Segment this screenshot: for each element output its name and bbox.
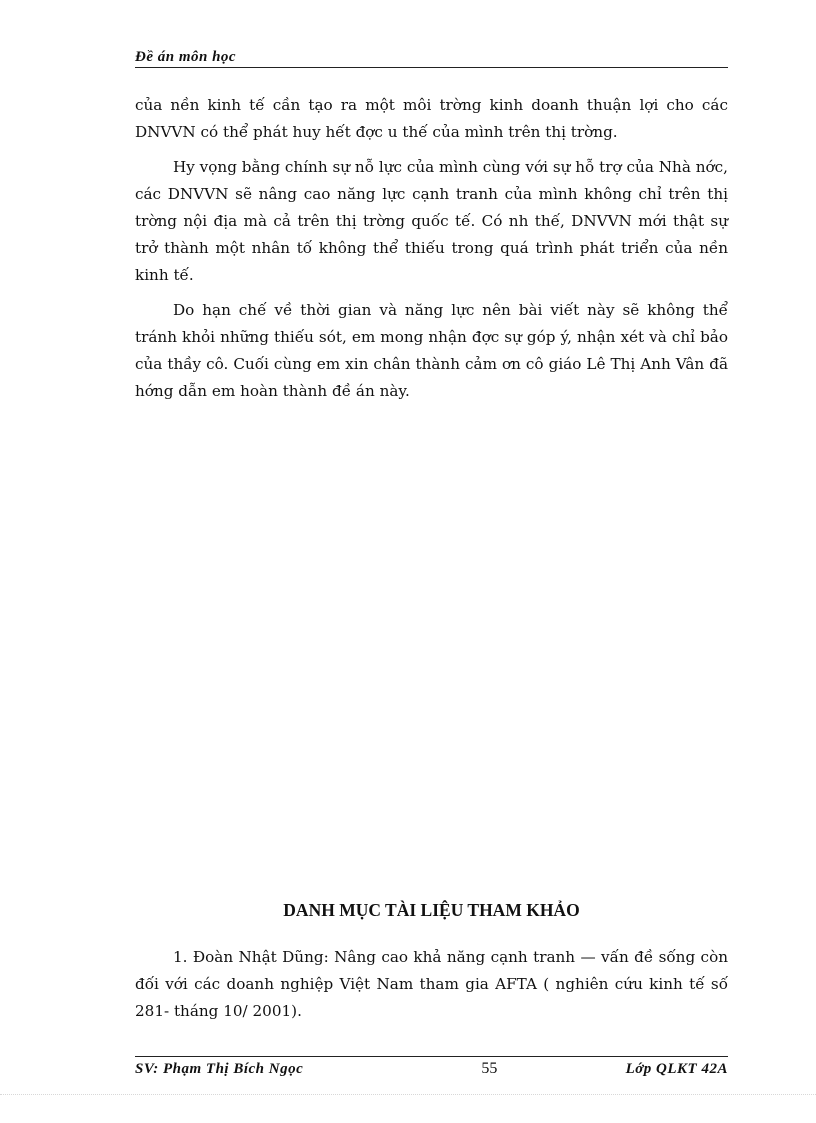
page-number: 55 bbox=[481, 1060, 498, 1077]
page-footer bbox=[135, 1056, 728, 1078]
footer-class: Lớp QLKT 42A bbox=[625, 1061, 728, 1077]
header-title: Đề án môn học bbox=[135, 49, 237, 65]
body-paragraph: Do hạn chế về thời gian và năng lực nên bài viết này sẽ không thể tránh khỏi những thiếu sót, em mong nhận đợc sự góp ý, nhận xét và chỉ bảo của thầy cô. Cuối cùng em xin chân thành cảm ơn cô giáo Lê Thị Anh Vân đã hớng dẫn em hoàn thành đề án này. bbox=[135, 301, 728, 400]
body-paragraph: của nền kinh tế cần tạo ra một môi trờng kinh doanh thuận lợi cho các DNVVN có thể phát huy hết đợc u thế của mình trên thị trờng. bbox=[135, 96, 728, 141]
page-bottom-divider bbox=[0, 1094, 816, 1095]
reference-item: 1. Đoàn Nhật Dũng: Nâng cao khả năng cạnh tranh — vấn đề sống còn đối với các doanh nghiệp Việt Nam tham gia AFTA ( nghiên cứu kinh tế số 281- tháng 10/ 2001). bbox=[135, 948, 728, 1020]
page-header bbox=[135, 46, 728, 68]
body-paragraph: Hy vọng bằng chính sự nỗ lực của mình cùng với sự hỗ trợ của Nhà nớc, các DNVVN sẽ nâng cao năng lực cạnh tranh của mình không chỉ trên thị trờng nội địa mà cả trên thị trờng quốc tế. Có nh thế, DNVVN mới thật sự trở thành một nhân tố không thể thiếu trong quá trình phát triển của nền kinh tế. bbox=[135, 158, 728, 284]
footer-student: SV: Phạm Thị Bích Ngọc bbox=[135, 1061, 304, 1077]
references-list bbox=[135, 944, 728, 1025]
references-title: DANH MỤC TÀI LIỆU THAM KHẢO bbox=[283, 900, 580, 920]
body-text bbox=[135, 92, 728, 413]
